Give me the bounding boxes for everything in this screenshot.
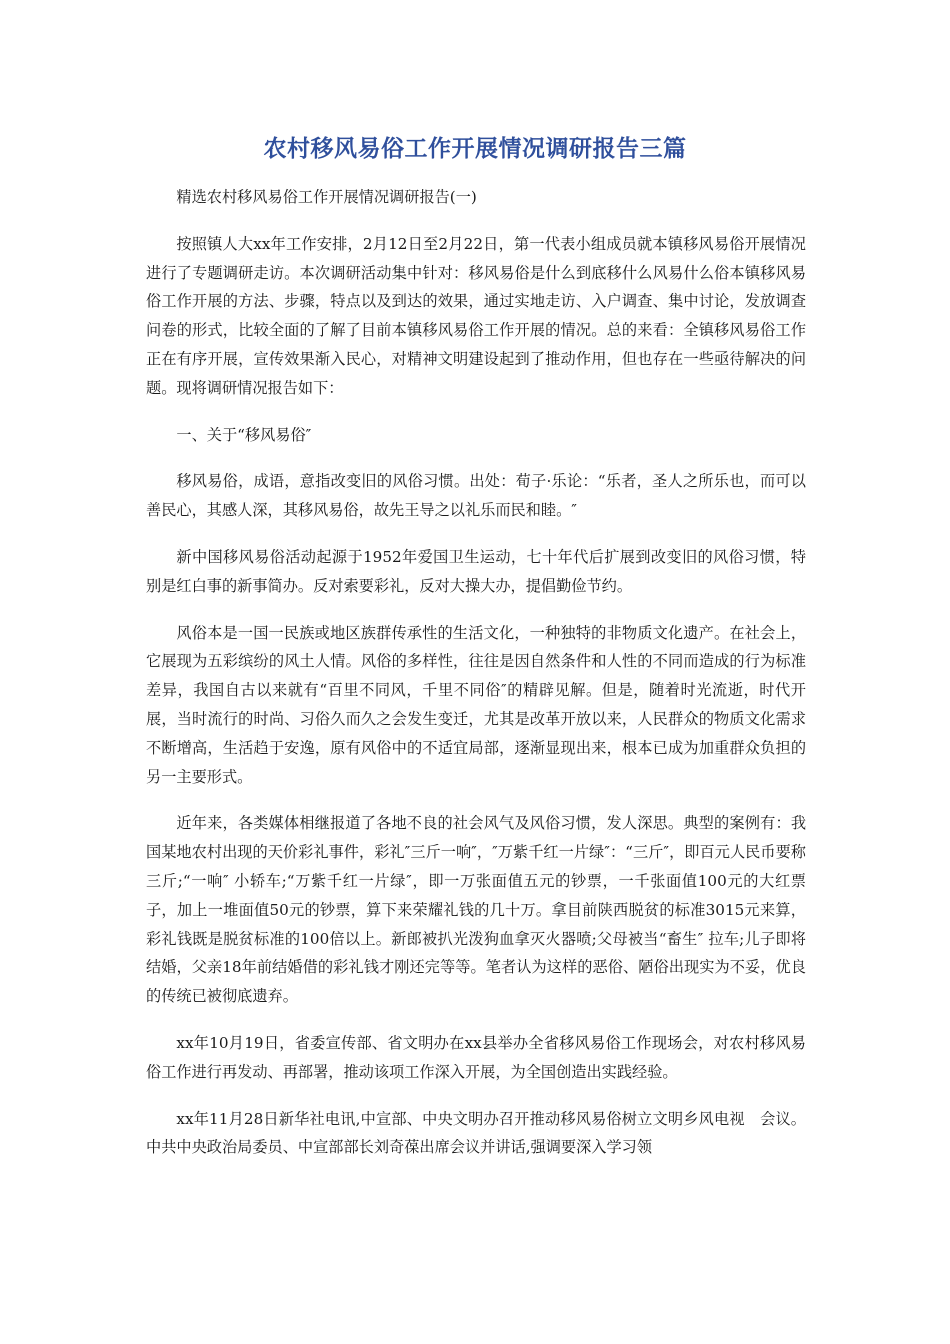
section-heading: 一、关于“移风易俗″: [176, 425, 312, 444]
body-paragraph: xx年10月19日，省委宣传部、省文明办在xx县举办全省移风易俗工作现场会，对农村移风易俗工作进行再发动、再部署，推动该项工作深入开展，为全国创造出实践经验。: [146, 1033, 806, 1081]
document-title: 农村移风易俗工作开展情况调研报告三篇: [263, 136, 687, 162]
document-body: [146, 183, 806, 1180]
body-paragraph: 近年来，各类媒体相继报道了各地不良的社会风气及风俗习惯，发人深思。典型的案例有：我国某地农村出现的天价彩礼事件，彩礼″三斤一响″，″万紫千红一片绿″：“三斤″，即百元人民币要称三斤;“一响″ 小轿车;“万紫千红一片绿″，即一万张面值五元的钞票，一千张面值100元的大红票子，加上一堆面值50元的钞票，算下来荣耀礼钱的几十万。拿目前陕西脱贫的标准3015元来算，彩礼钱既是脱贫标准的100倍以上。新郎被扒光泼狗血拿灭火器喷;父母被当“畜生″ 拉车;儿子即将结婚，父亲18年前结婚借的彩礼钱才刚还完等等。笔者认为这样的恶俗、陋俗出现实为不妥，优良的传统已被彻底遗弃。: [146, 814, 806, 1006]
body-paragraph: 移风易俗，成语，意指改变旧的风俗习惯。出处：荀子·乐论：“乐者，圣人之所乐也，而可以善民心，其感人深，其移风易俗，故先王导之以礼乐而民和睦。″: [146, 472, 806, 520]
body-paragraph: 风俗本是一国一民族或地区族群传承性的生活文化，一种独特的非物质文化遗产。在社会上，它展现为五彩缤纷的风土人情。风俗的多样性，往往是因自然条件和人性的不同而造成的行为标准差异，我国自古以来就有“百里不同风，千里不同俗″的精辟见解。但是，随着时光流逝，时代开展，当时流行的时尚、习俗久而久之会发生变迁，尤其是改革开放以来，人民群众的物质文化需求不断增高，生活趋于安逸，原有风俗中的不适宜局部，逐渐显现出来，根本已成为加重群众负担的另一主要形式。: [146, 623, 806, 786]
subtitle-paragraph: 精选农村移风易俗工作开展情况调研报告(一): [176, 188, 477, 206]
body-paragraph: 新中国移风易俗活动起源于1952年爱国卫生运动，七十年代后扩展到改变旧的风俗习惯，特别是红白事的新事简办。反对索要彩礼，反对大操大办，提倡勤俭节约。: [146, 547, 806, 595]
body-paragraph: 按照镇人大xx年工作安排，2月12日至2月22日，第一代表小组成员就本镇移风易俗开展情况进行了专题调研走访。本次调研活动集中针对：移风易俗是什么到底移什么风易什么俗本镇移风易俗工作开展的方法、步骤，特点以及到达的效果，通过实地走访、入户调查、集中讨论，发放调查问卷的形式，比较全面的了解了目前本镇移风易俗工作开展的情况。总的来看：全镇移风易俗工作正在有序开展，宣传效果渐入民心，对精神文明建设起到了推动作用，但也存在一些亟待解决的问题。现将调研情况报告如下：: [146, 234, 806, 397]
body-paragraph: xx年11月28日新华社电讯,中宣部、中央文明办召开推动移风易俗树立文明乡风电视 会议。中共中央政治局委员、中宣部部长刘奇葆出席会议并讲话,强调要深入学习领: [146, 1109, 806, 1157]
